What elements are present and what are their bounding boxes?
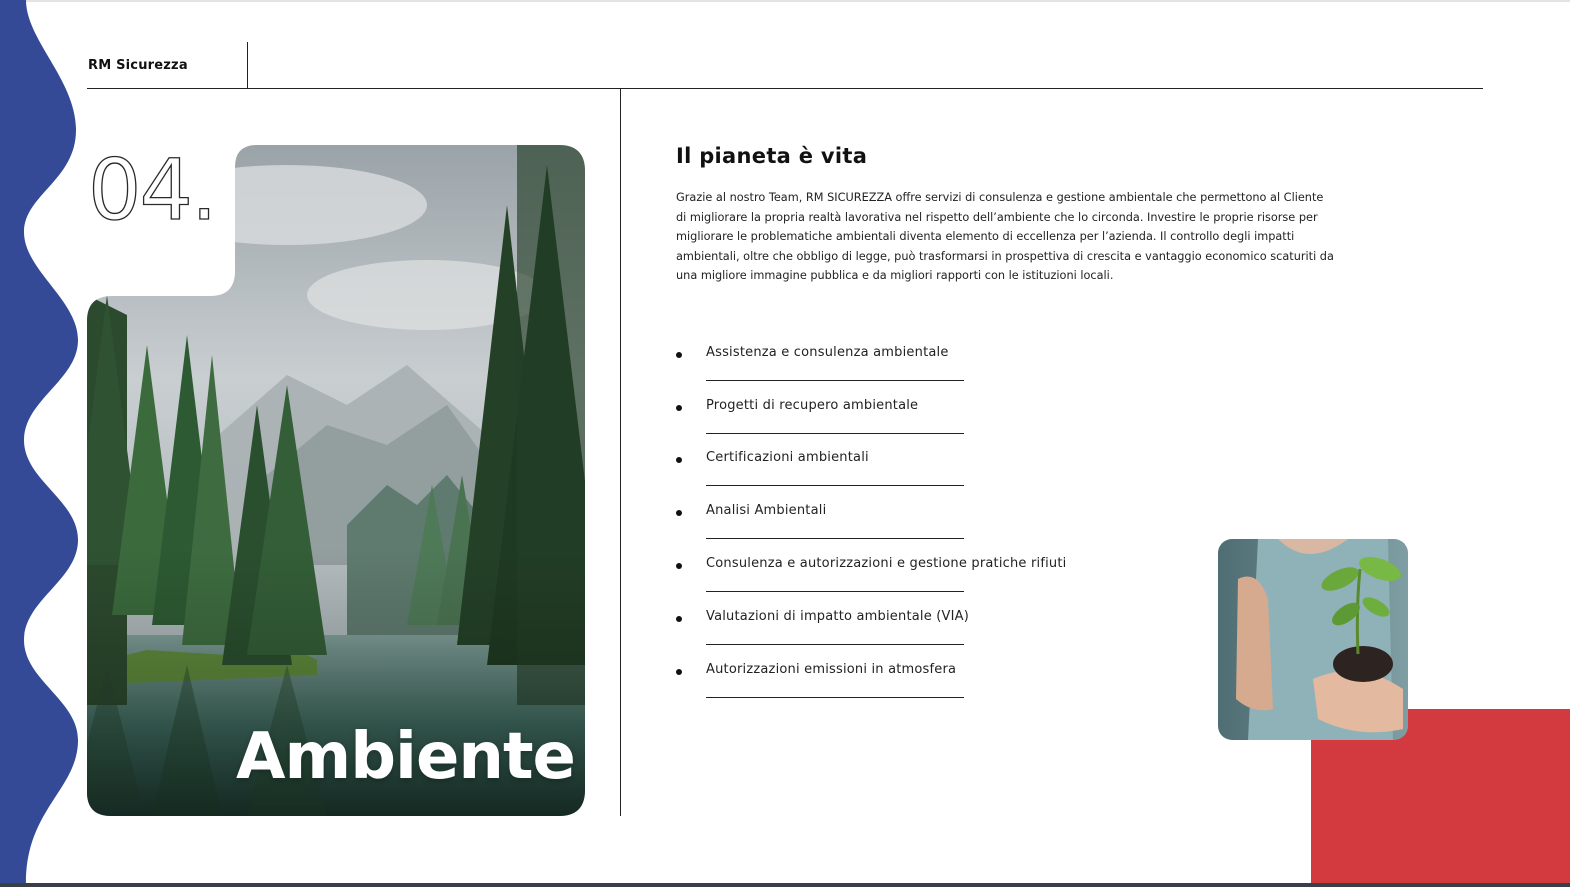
service-divider — [706, 433, 964, 434]
header-divider-vertical — [247, 42, 248, 89]
service-label: Progetti di recupero ambientale — [706, 398, 919, 413]
service-divider — [706, 697, 964, 698]
service-label: Analisi Ambientali — [706, 503, 827, 518]
bullet-icon — [676, 510, 682, 516]
card-title: Ambiente — [236, 720, 575, 794]
column-divider — [620, 89, 621, 816]
service-divider — [706, 380, 964, 381]
header-divider — [87, 88, 1483, 89]
bottom-strip — [0, 883, 1570, 887]
service-label: Autorizzazioni emissioni in atmosfera — [706, 662, 957, 677]
service-item — [674, 445, 1094, 485]
service-item — [674, 340, 1094, 380]
service-label: Consulenza e autorizzazioni e gestione pratiche rifiuti — [706, 556, 1067, 571]
bullet-icon — [676, 352, 682, 358]
service-divider — [706, 538, 964, 539]
service-item — [674, 657, 1094, 697]
section-heading: Il pianeta è vita — [676, 144, 868, 168]
bullet-icon — [676, 669, 682, 675]
service-item — [674, 551, 1094, 591]
section-body: Grazie al nostro Team, RM SICUREZZA offre servizi di consulenza e gestione ambientale che permettono al Cliente di migliorare la propria realtà lavorativa nel rispetto dell’ambiente che lo circonda. Investire le proprie risorse per migliorare le problematiche ambientali diventa elemento di eccellenza per l’azienda. Il controllo degli impatti ambientali, oltre che obbligo di legge, può trasformarsi in prospettiva di crescita e vantaggio economico scaturiti da una migliore immagine pubblica e da migliori rapporti con le istituzioni locali. — [676, 191, 1334, 283]
service-item — [674, 604, 1094, 644]
forest-lake-photo — [87, 141, 585, 816]
service-divider — [706, 591, 964, 592]
service-label: Valutazioni di impatto ambientale (VIA) — [706, 609, 970, 624]
bullet-icon — [676, 563, 682, 569]
top-border — [0, 0, 1570, 2]
seedling-photo — [1218, 539, 1408, 740]
section-number: 04. — [88, 141, 216, 239]
brand-name: RM Sicurezza — [88, 58, 188, 73]
service-label: Certificazioni ambientali — [706, 450, 869, 465]
bullet-icon — [676, 457, 682, 463]
bullet-icon — [676, 405, 682, 411]
service-divider — [706, 485, 964, 486]
service-divider — [706, 644, 964, 645]
bullet-icon — [676, 616, 682, 622]
service-item — [674, 393, 1094, 433]
service-item — [674, 498, 1094, 538]
decorative-wave — [0, 0, 90, 887]
service-label: Assistenza e consulenza ambientale — [706, 345, 949, 360]
